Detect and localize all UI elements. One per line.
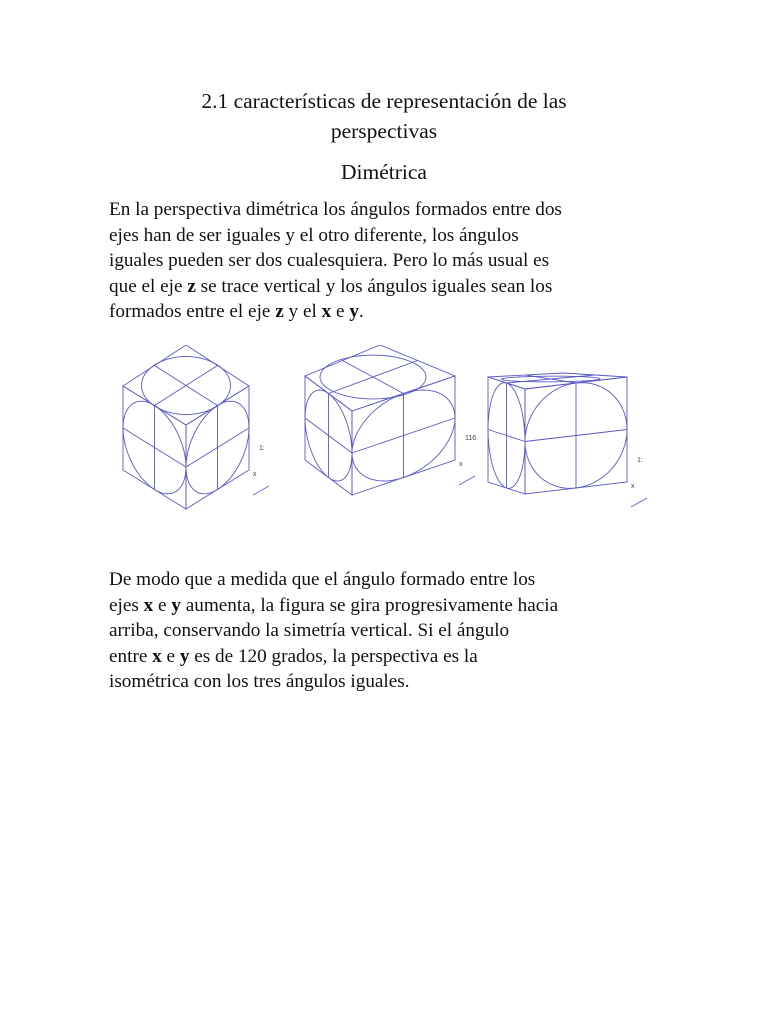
- axis-letter: y: [349, 301, 359, 323]
- section-subtitle: Dimétrica: [341, 160, 427, 184]
- axis-tick: [631, 498, 647, 507]
- axis-x-label: x: [459, 461, 463, 468]
- paragraph1-line: [109, 299, 669, 325]
- axis-tick: [253, 486, 269, 495]
- paragraph-dimetric-definition: [109, 197, 669, 325]
- axis-letter: y: [171, 594, 181, 616]
- text-run: De modo que a medida que el ángulo formado entre los: [109, 569, 536, 590]
- paragraph2-line: [109, 644, 669, 670]
- text-run: .: [358, 301, 364, 323]
- page-title: [120, 86, 648, 146]
- angle-label: 116: [465, 435, 477, 442]
- angle-label: 1:: [259, 445, 265, 452]
- text-run: entre: [109, 645, 153, 667]
- text-run: arriba, conservando la simetría vertical. Si el ángulo: [109, 620, 510, 642]
- paragraph1-line: [109, 197, 669, 223]
- axis-tick: [459, 476, 475, 485]
- text-run: e: [331, 301, 350, 323]
- title-line-1: 2.1 características de representación de las: [201, 89, 567, 113]
- axis-letter: y: [179, 645, 190, 667]
- text-run: que el eje: [109, 275, 188, 297]
- text-run: isométrica con los tres ángulos iguales.: [109, 671, 410, 693]
- axis-x-label: x: [253, 471, 257, 478]
- axis-x-label: x: [631, 483, 635, 490]
- face-midline: [343, 361, 404, 394]
- paragraph2-line: [109, 567, 669, 593]
- text-run: ejes han de ser iguales y el otro diferente, los ángulos: [109, 224, 519, 246]
- axis-letter: x: [321, 301, 332, 323]
- paragraph2-line: [109, 593, 669, 619]
- cube-3: [488, 373, 647, 507]
- cube-1: [123, 345, 269, 509]
- paragraph2-line: [109, 669, 669, 695]
- text-run: ejes: [109, 594, 144, 616]
- text-run: e: [161, 645, 180, 667]
- paragraph-angle-variation: [109, 567, 669, 695]
- text-run: aumenta, la figura se gira progresivamente hacia: [180, 594, 559, 616]
- text-run: es de 120 grados, la perspectiva es la: [189, 645, 478, 667]
- axis-letter: x: [143, 594, 154, 616]
- paragraph1-line: [109, 223, 669, 249]
- angle-label: 1:: [637, 457, 643, 464]
- text-run: y el: [283, 301, 322, 323]
- axis-letter: z: [275, 301, 284, 323]
- paragraph1-line: [109, 274, 669, 300]
- axis-letter: x: [152, 645, 162, 667]
- paragraph1-line: [109, 248, 669, 274]
- text-run: En la perspectiva dimétrica los ángulos formados entre dos: [109, 199, 562, 220]
- text-run: se trace vertical y los ángulos iguales sean los: [195, 275, 553, 297]
- axis-letter: z: [187, 275, 196, 297]
- text-run: formados entre el eje: [109, 301, 276, 323]
- dimetric-cubes-figure: [110, 345, 670, 525]
- text-run: e: [153, 594, 172, 616]
- cube-2: [305, 345, 476, 495]
- text-run: iguales pueden ser dos cualesquiera. Pero lo más usual es: [109, 250, 550, 272]
- title-line-2: perspectivas: [330, 119, 438, 143]
- cubes-illustration: [110, 345, 670, 525]
- paragraph2-line: [109, 618, 669, 644]
